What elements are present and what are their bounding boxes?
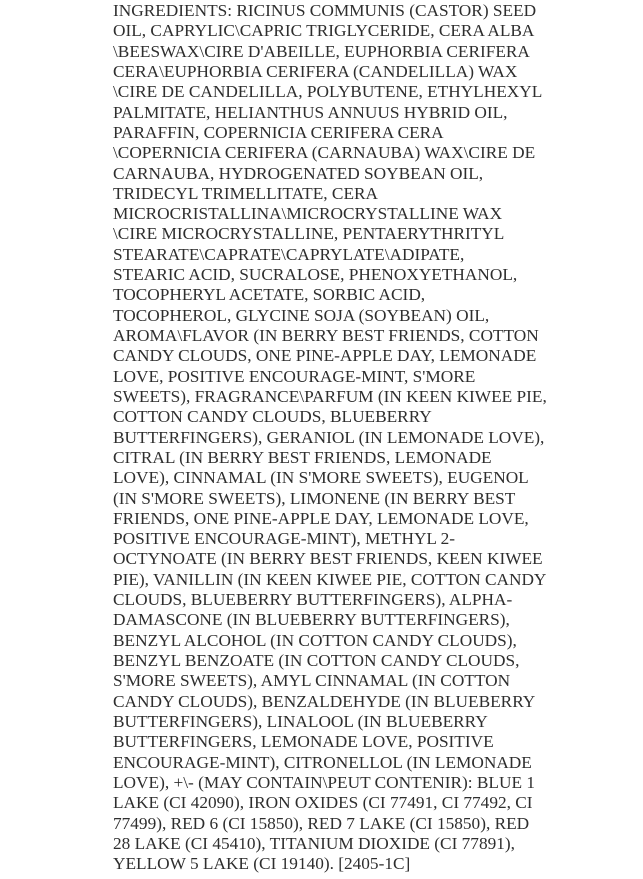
text-line: (IN S'MORE SWEETS), LIMONENE (IN BERRY BEST [113, 488, 516, 508]
text-line: BENZYL BENZOATE (IN COTTON CANDY CLOUDS, [113, 651, 520, 670]
text-line: TOCOPHERYL ACETATE, SORBIC ACID, [113, 285, 426, 305]
text-line: BUTTERFINGERS), GERANIOL (IN LEMONADE LOVE), [113, 427, 545, 447]
text-line: STEARATE\CAPRATE\CAPRYLATE\ADIPATE, [113, 244, 465, 264]
text-line: PARAFFIN, COPERNICIA CERIFERA CERA [113, 122, 444, 142]
text-line: ENCOURAGE-MINT), CITRONELLOL (IN LEMONADE [113, 752, 532, 772]
ingredients-text-block [113, 1, 553, 874]
text-line: TOCOPHEROL, GLYCINE SOJA (SOYBEAN) OIL, [113, 305, 490, 325]
text-line: S'MORE SWEETS), AMYL CINNAMAL (IN COTTON [113, 671, 511, 691]
text-line: STEARIC ACID, SUCRALOSE, PHENOXYETHANOL, [113, 265, 518, 285]
text-line: TRIDECYL TRIMELLITATE, CERA [113, 183, 379, 203]
text-line: 77499), RED 6 (CI 15850), RED 7 LAKE (CI 15850), RED [113, 813, 530, 833]
text-line: 28 LAKE (CI 45410), TITANIUM DIOXIDE (CI 77891), [113, 833, 515, 853]
text-line: COTTON CANDY CLOUDS, BLUEBERRY [113, 407, 432, 427]
text-line: LOVE, POSITIVE ENCOURAGE-MINT, S'MORE [113, 366, 476, 386]
text-line: \BEESWAX\CIRE D'ABEILLE, EUPHORBIA CERIFERA [113, 41, 530, 61]
text-line: CANDY CLOUDS), BENZALDEHYDE (IN BLUEBERRY [113, 691, 536, 711]
text-line: FRIENDS, ONE PINE-APPLE DAY, LEMONADE LOVE, [113, 508, 529, 528]
text-line: PIE), VANILLIN (IN KEEN KIWEE PIE, COTTON CANDY [113, 569, 547, 589]
text-line: LOVE), +\- (MAY CONTAIN\PEUT CONTENIR): BLUE 1 [113, 772, 535, 792]
text-line: BUTTERFINGERS, LEMONADE LOVE, POSITIVE [113, 732, 494, 752]
text-line: LOVE), CINNAMAL (IN S'MORE SWEETS), EUGENOL [113, 468, 529, 488]
text-line: \CIRE DE CANDELILLA, POLYBUTENE, ETHYLHEXYL [113, 82, 543, 102]
text-line: CANDY CLOUDS, ONE PINE-APPLE DAY, LEMONADE [113, 346, 537, 366]
text-line: \COPERNICIA CERIFERA (CARNAUBA) WAX\CIRE DE [113, 143, 536, 163]
text-line: CITRAL (IN BERRY BEST FRIENDS, LEMONADE [113, 447, 492, 467]
text-line: OCTYNOATE (IN BERRY BEST FRIENDS, KEEN KIWEE [113, 549, 543, 569]
text-line: AROMA\FLAVOR (IN BERRY BEST FRIENDS, COTTON [113, 326, 539, 345]
text-line: DAMASCONE (IN BLUEBERRY BUTTERFINGERS), [113, 610, 510, 630]
text-line: CARNAUBA, HYDROGENATED SOYBEAN OIL, [113, 163, 484, 183]
text-line: SWEETS), FRAGRANCE\PARFUM (IN KEEN KIWEE PIE, [113, 386, 547, 406]
text-line: LAKE (CI 42090), IRON OXIDES (CI 77491, CI 77492, CI [113, 793, 533, 813]
text-line: OIL, CAPRYLIC\CAPRIC TRIGLYCERIDE, CERA ALBA [113, 21, 535, 41]
text-line: INGREDIENTS: RICINUS COMMUNIS (CASTOR) SEED [113, 1, 537, 20]
text-line: POSITIVE ENCOURAGE-MINT), METHYL 2- [113, 529, 456, 549]
text-line: PALMITATE, HELIANTHUS ANNUUS HYBRID OIL, [113, 102, 508, 122]
text-line: YELLOW 5 LAKE (CI 19140). [2405-1C] [113, 854, 411, 874]
text-line: BENZYL ALCOHOL (IN COTTON CANDY CLOUDS), [113, 630, 517, 650]
text-line: CERA\EUPHORBIA CERIFERA (CANDELILLA) WAX [113, 61, 518, 81]
text-line: BUTTERFINGERS), LINALOOL (IN BLUEBERRY [113, 711, 488, 731]
text-line: CLOUDS, BLUEBERRY BUTTERFINGERS), ALPHA- [113, 590, 513, 610]
text-line: MICROCRISTALLINA\MICROCRYSTALLINE WAX [113, 204, 503, 224]
text-line: \CIRE MICROCRYSTALLINE, PENTAERYTHRITYL [113, 224, 505, 244]
